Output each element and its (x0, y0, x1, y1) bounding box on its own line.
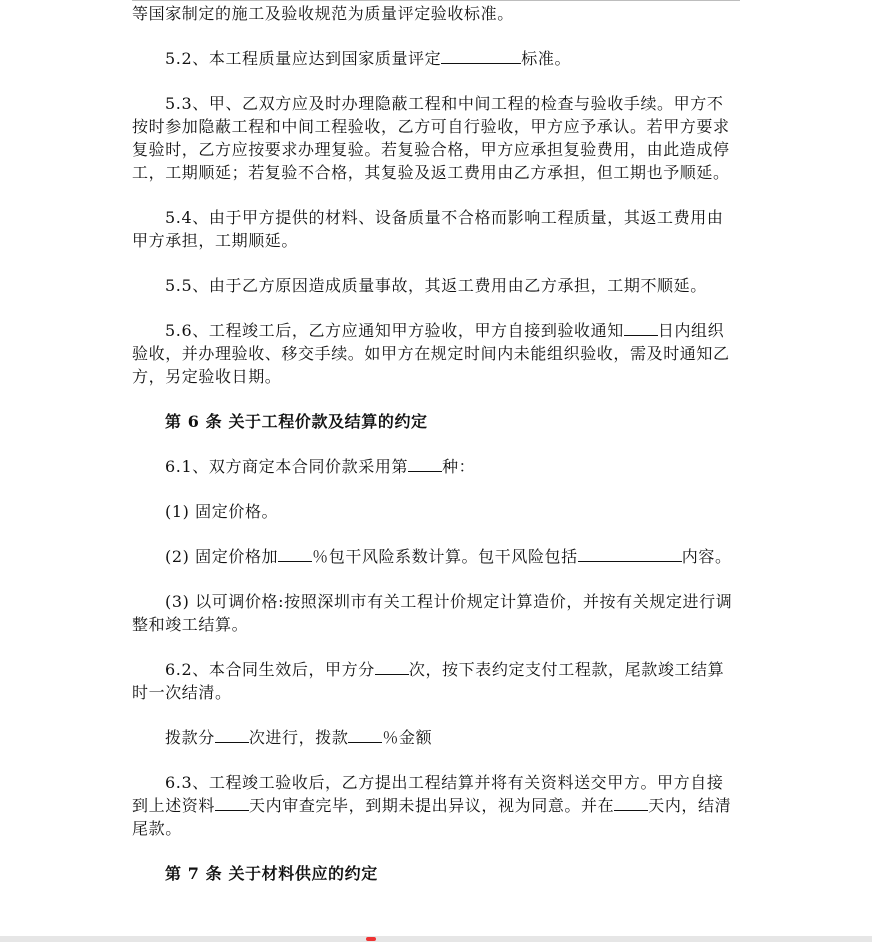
clause-6-1-text: 6.1、双方商定本合同价款采用第 (165, 457, 409, 476)
clause-6-3-text: 6.3、工程竣工验收后，乙方提出工程结算并将有关资料送交甲方。甲方自接到上述资料 (132, 773, 724, 815)
fill-blank (408, 457, 442, 472)
clause-6-3 (132, 771, 740, 840)
clause-6-2-text: 6.2、本合同生效后，甲方分 (165, 660, 375, 679)
red-mark (366, 937, 376, 941)
clause-6-2-text-end: 次，按下表约定支付工程款，尾款竣工结算时一次结清。 (132, 660, 725, 702)
fill-blank (348, 728, 382, 743)
fill-blank (278, 547, 312, 562)
option-2-text-mid: ％包干风险系数计算。包干风险包括 (312, 547, 578, 566)
clause-6-3-text-end: 天内，结清尾款。 (132, 796, 732, 838)
page-top-divider (132, 0, 740, 1)
payment-text: 拨款分 (165, 728, 215, 747)
clause-6-1-text-end: 种： (442, 457, 476, 476)
fill-blank (578, 547, 682, 562)
document-body (132, 2, 740, 907)
clause-5-6-text-end: 日内组织验收，并办理验收、移交手续。如甲方在规定时间内未能组织验收，需及时通知乙方，另定验收日期。 (132, 321, 730, 386)
clause-6-3-text-mid: 天内审查完毕，到期未提出异议，视为同意。并在 (249, 796, 615, 815)
page-bottom-edge (0, 936, 872, 942)
paragraph-continuation: 等国家制定的施工及验收规范为质量评定验收标准。 (132, 4, 514, 23)
fill-blank (215, 728, 249, 743)
payment-text-end: ％金额 (382, 728, 433, 747)
clause-5-3: 5.3、甲、乙双方应及时办理隐蔽工程和中间工程的检查与验收手续。甲方不按时参加隐蔽工程和中间工程验收，乙方可自行验收，甲方应予承认。若甲方要求复验时，乙方应按要求办理复验。若复验合格，甲方应承担复验费用，由此造成停工，工期顺延；若复验不合格，其复验及返工费用由乙方承担，但工期也予顺延。 (132, 94, 730, 182)
clause-5-2-text: 5.2、本工程质量应达到国家质量评定 (165, 49, 442, 68)
clause-5-6-text: 5.6、工程竣工后，乙方应通知甲方验收，甲方自接到验收通知 (165, 321, 624, 340)
clause-5-5: 5.5、由于乙方原因造成质量事故，其返工费用由乙方承担，工期不顺延。 (165, 276, 707, 295)
clause-6-1 (132, 455, 740, 478)
payment-text-mid: 次进行，拨款 (248, 728, 349, 747)
clause-6-1-option-1: (1) 固定价格。 (165, 502, 279, 521)
clause-5-2-text-end: 标准。 (521, 49, 572, 68)
fill-blank (624, 321, 658, 336)
fill-blank (614, 796, 648, 811)
section-heading-7: 第 7 条 关于材料供应的约定 (165, 864, 378, 883)
fill-blank (215, 796, 249, 811)
section-heading-6: 第 6 条 关于工程价款及结算的约定 (165, 412, 428, 431)
clause-5-6 (132, 319, 740, 388)
fill-blank (441, 49, 521, 64)
clause-6-1-option-2 (132, 545, 740, 568)
clause-5-4: 5.4、由于甲方提供的材料、设备质量不合格而影响工程质量，其返工费用由甲方承担，工期顺延。 (132, 208, 724, 250)
clause-6-1-option-3: (3) 以可调价格:按照深圳市有关工程计价规定计算造价，并按有关规定进行调整和竣工结算。 (132, 592, 733, 634)
clause-6-2 (132, 658, 740, 704)
payment-terms (132, 726, 740, 749)
clause-5-2 (132, 47, 740, 70)
option-2-text-end: 内容。 (681, 547, 732, 566)
fill-blank (375, 660, 409, 675)
option-2-text: (2) 固定价格加 (165, 547, 279, 566)
